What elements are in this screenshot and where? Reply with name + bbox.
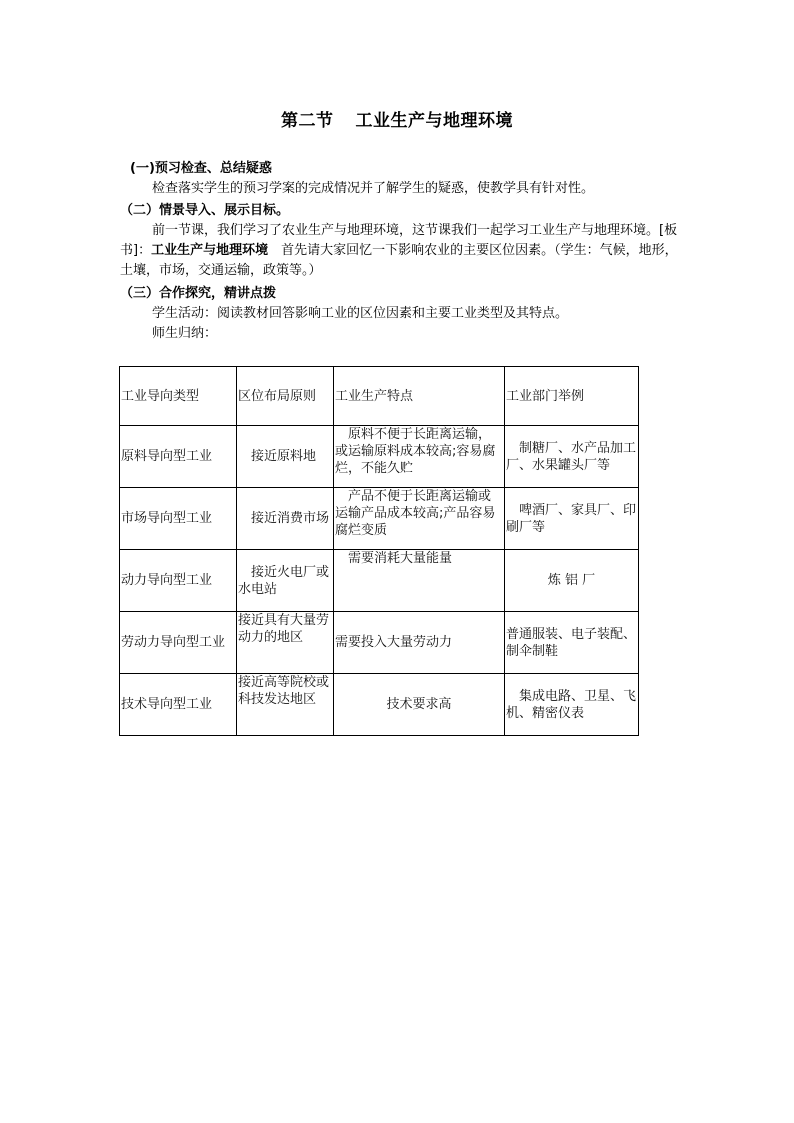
section-2 bbox=[120, 201, 690, 281]
table-cell: 劳动力导向型工业 bbox=[120, 612, 237, 674]
section-2-body-a: 前一节课，我们学习了农业生产与地理环境，这节课我们一起学习工业生产与地理环境。[板书]： bbox=[120, 223, 678, 258]
table-cell: 接近火电厂或水电站 bbox=[237, 550, 334, 612]
table-cell: 产品不便于长距离运输或运输产品成本较高;产品容易腐烂变质 bbox=[334, 488, 505, 550]
table-cell: 需要消耗大量能量 bbox=[334, 550, 505, 612]
table-header-row bbox=[120, 367, 639, 426]
table-row bbox=[120, 426, 639, 488]
table-row bbox=[120, 488, 639, 550]
title-text: 工业生产与地理环境 bbox=[355, 111, 513, 131]
table-row bbox=[120, 612, 639, 674]
table-cell: 接近消费市场 bbox=[237, 488, 334, 550]
table-header-cell: 工业部门举例 bbox=[505, 367, 639, 426]
section-3-line-2: 师生归纳： bbox=[152, 326, 218, 341]
table-cell: 制糖厂、水产品加工厂、水果罐头厂等 bbox=[505, 426, 639, 488]
table-cell: 接近原料地 bbox=[237, 426, 334, 488]
section-2-body bbox=[120, 221, 690, 281]
table-cell: 普通服装、电子装配、制伞制鞋 bbox=[505, 612, 639, 674]
section-3 bbox=[120, 284, 690, 344]
table-header-cell: 工业生产特点 bbox=[334, 367, 505, 426]
table-cell: 市场导向型工业 bbox=[120, 488, 237, 550]
section-2-body-bold: 工业生产与地理环境 bbox=[151, 243, 269, 258]
section-3-line-1: 学生活动：阅读教材回答影响工业的区位因素和主要工业类型及其特点。 bbox=[152, 306, 569, 321]
section-1-heading: (一)预习检查、总结疑惑 bbox=[130, 161, 272, 176]
section-1 bbox=[120, 159, 690, 199]
table-cell: 集成电路、卫星、飞机、精密仪表 bbox=[505, 674, 639, 736]
table-row bbox=[120, 674, 639, 736]
table-cell: 接近高等院校或科技发达地区 bbox=[237, 674, 334, 736]
table-cell: 啤酒厂、家具厂、印刷厂等 bbox=[505, 488, 639, 550]
section-2-body-b: 首先请大家回忆一下影响农业的主要区位因素。（学生：气候，地形，土壤，市场，交通运输，政策等。） bbox=[120, 243, 678, 278]
table-header-cell: 区位布局原则 bbox=[237, 367, 334, 426]
page-title bbox=[0, 106, 794, 131]
table-header-cell: 工业导向类型 bbox=[120, 367, 237, 426]
section-1-body: 检查落实学生的预习学案的完成情况并了解学生的疑惑，使教学具有针对性。 bbox=[152, 181, 595, 196]
section-3-heading: （三）合作探究，精讲点拨 bbox=[120, 286, 277, 301]
table-cell: 技术导向型工业 bbox=[120, 674, 237, 736]
table-cell: 接近具有大量劳动力的地区 bbox=[237, 612, 334, 674]
table-row bbox=[120, 550, 639, 612]
table-cell: 原料不便于长距离运输，或运输原料成本较高;容易腐烂，不能久贮 bbox=[334, 426, 505, 488]
title-section-number: 第二节 bbox=[281, 111, 334, 131]
table-cell: 动力导向型工业 bbox=[120, 550, 237, 612]
section-2-heading: （二）情景导入、展示目标。 bbox=[120, 203, 290, 218]
table-cell: 技术要求高 bbox=[334, 674, 505, 736]
industry-orientation-table bbox=[119, 366, 639, 736]
table-cell: 原料导向型工业 bbox=[120, 426, 237, 488]
table-cell: 需要投入大量劳动力 bbox=[334, 612, 505, 674]
table-cell: 炼 铝 厂 bbox=[505, 550, 639, 612]
